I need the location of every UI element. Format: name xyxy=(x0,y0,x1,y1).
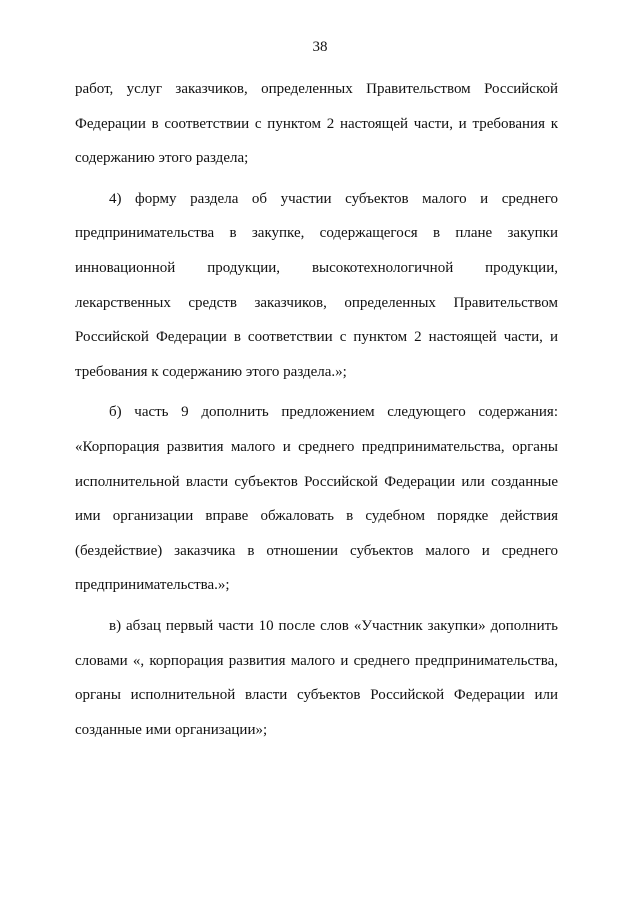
text-line: предпринимательства в закупке, содержащегося в плане закупки xyxy=(75,225,558,242)
text-line: ими организации вправе обжаловать в судебном порядке действия xyxy=(75,508,558,525)
text-line: б) часть 9 дополнить предложением следующего содержания: xyxy=(109,404,558,421)
text-line: органы исполнительной власти субъектов Российской Федерации или xyxy=(75,687,558,704)
page-number: 38 xyxy=(312,39,328,55)
text-line: лекарственных средств заказчиков, определенных Правительством xyxy=(75,294,558,311)
text-line: содержанию этого раздела; xyxy=(75,150,249,167)
text-line: 4) форму раздела об участии субъектов малого и среднего xyxy=(109,190,558,207)
text-line: работ, услуг заказчиков, определенных Правительством Российской xyxy=(75,81,558,97)
text-line: в) абзац первый части 10 после слов «Участник закупки» дополнить xyxy=(109,617,558,634)
text-line: Российской Федерации в соответствии с пунктом 2 настоящей части, и xyxy=(75,329,558,346)
text-line: требования к содержанию этого раздела.»; xyxy=(75,363,347,380)
text-line: (бездействие) заказчика в отношении субъектов малого и среднего xyxy=(75,542,558,559)
paragraph-item-4 xyxy=(75,182,558,390)
paragraph-item-v xyxy=(75,609,558,747)
text-line: инновационной продукции, высокотехнологичной продукции, xyxy=(75,259,558,276)
text-line: словами «, корпорация развития малого и среднего предпринимательства, xyxy=(75,652,558,669)
text-line: Федерации в соответствии с пунктом 2 настоящей части, и требования к xyxy=(75,115,558,132)
paragraph-continuation xyxy=(75,72,558,176)
text-line: предпринимательства.»; xyxy=(75,577,230,594)
text-line: «Корпорация развития малого и среднего предпринимательства, органы xyxy=(75,438,558,455)
document-body xyxy=(75,72,558,747)
text-line: исполнительной власти субъектов Российской Федерации или созданные xyxy=(75,473,558,490)
paragraph-item-b xyxy=(75,395,558,603)
text-line: созданные ими организации»; xyxy=(75,721,268,738)
